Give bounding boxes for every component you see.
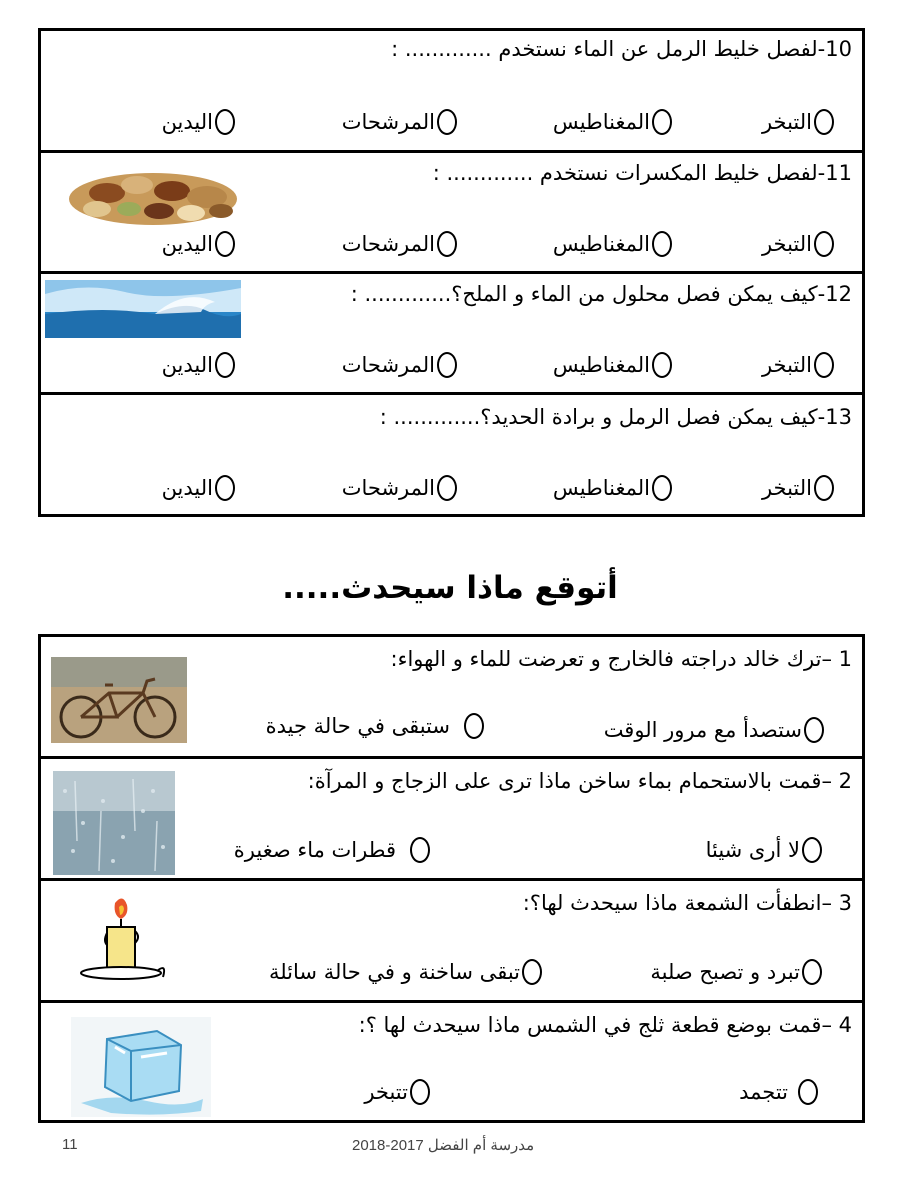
radio-circle[interactable] <box>814 475 834 501</box>
option-hands[interactable]: اليدين <box>162 109 235 135</box>
radio-circle[interactable] <box>652 475 672 501</box>
option-evaporation[interactable]: التبخر <box>762 475 834 501</box>
predict-box-1 <box>38 634 865 759</box>
radio-circle[interactable] <box>814 109 834 135</box>
option-hands[interactable]: اليدين <box>162 475 235 501</box>
option-stay-good[interactable]: ستبقى في حالة جيدة <box>266 713 484 739</box>
option-evaporation[interactable]: التبخر <box>762 109 834 135</box>
page-number: 11 <box>62 1136 78 1153</box>
question-text: 10-لفصل خليط الرمل عن الماء نستخدم ............. : <box>391 37 852 61</box>
radio-circle[interactable] <box>215 475 235 501</box>
radio-circle[interactable] <box>410 1079 430 1105</box>
question-box-10 <box>38 28 865 153</box>
predict-box-4 <box>38 1000 865 1123</box>
option-stay-hot-liquid[interactable]: تبقى ساخنة و في حالة سائلة <box>269 959 542 985</box>
ice-cube-image <box>71 1017 211 1117</box>
option-cool-solid[interactable]: تبرد و تصبح صلبة <box>650 959 822 985</box>
radio-circle[interactable] <box>804 717 824 743</box>
question-text: 11-لفصل خليط المكسرات نستخدم ............. : <box>432 161 852 185</box>
question-text: 3 –انطفأت الشمعة ماذا سيحدث لها؟: <box>522 891 852 915</box>
school-footer: مدرسة أم الفضل 2017-2018 <box>352 1137 535 1154</box>
radio-circle[interactable] <box>522 959 542 985</box>
radio-circle[interactable] <box>652 352 672 378</box>
option-filters[interactable]: المرشحات <box>342 475 457 501</box>
radio-circle[interactable] <box>437 475 457 501</box>
option-filters[interactable]: المرشحات <box>342 109 457 135</box>
question-box-12 <box>38 271 865 395</box>
candle-image <box>75 893 167 985</box>
question-box-13 <box>38 392 865 517</box>
option-hands[interactable]: اليدين <box>162 352 235 378</box>
nuts-image <box>67 163 239 227</box>
question-box-11 <box>38 150 865 274</box>
radio-circle[interactable] <box>652 109 672 135</box>
rusty-bicycle-image <box>51 657 187 743</box>
sea-wave-image <box>45 280 241 338</box>
radio-circle[interactable] <box>814 231 834 257</box>
option-magnets[interactable]: المغناطيس <box>553 352 672 378</box>
option-evaporate[interactable]: تتبخر <box>364 1079 430 1105</box>
radio-circle[interactable] <box>652 231 672 257</box>
radio-circle[interactable] <box>437 352 457 378</box>
foggy-glass-image <box>53 771 175 875</box>
option-hands[interactable]: اليدين <box>162 231 235 257</box>
radio-circle[interactable] <box>464 713 484 739</box>
option-evaporation[interactable]: التبخر <box>762 352 834 378</box>
section-heading: أتوقع ماذا سيحدث..... <box>282 570 618 606</box>
option-magnets[interactable]: المغناطيس <box>553 109 672 135</box>
question-text: 13-كيف يمكن فصل الرمل و برادة الحديد؟............. : <box>379 405 852 429</box>
question-text: 2 –قمت بالاستحمام بماء ساخن ماذا ترى على الزجاج و المرآة: <box>307 769 852 793</box>
option-will-rust[interactable]: ستصدأ مع مرور الوقت <box>604 717 824 743</box>
radio-circle[interactable] <box>437 109 457 135</box>
option-freeze[interactable]: تتجمد <box>739 1079 818 1105</box>
radio-circle[interactable] <box>814 352 834 378</box>
option-filters[interactable]: المرشحات <box>342 231 457 257</box>
radio-circle[interactable] <box>215 231 235 257</box>
option-magnets[interactable]: المغناطيس <box>553 231 672 257</box>
question-text: 12-كيف يمكن فصل محلول من الماء و الملح؟............. : <box>350 282 852 306</box>
option-magnets[interactable]: المغناطيس <box>553 475 672 501</box>
radio-circle[interactable] <box>437 231 457 257</box>
radio-circle[interactable] <box>215 352 235 378</box>
option-see-nothing[interactable]: لا أرى شيئا <box>706 837 822 863</box>
option-filters[interactable]: المرشحات <box>342 352 457 378</box>
question-text: 4 –قمت بوضع قطعة ثلج في الشمس ماذا سيحدث لها ؟: <box>358 1013 852 1037</box>
radio-circle[interactable] <box>802 837 822 863</box>
predict-box-3 <box>38 878 865 1003</box>
question-text: 1 –ترك خالد دراجته فالخارج و تعرضت للماء و الهواء: <box>390 647 852 671</box>
option-water-drops[interactable]: قطرات ماء صغيرة <box>234 837 430 863</box>
predict-box-2 <box>38 756 865 881</box>
option-evaporation[interactable]: التبخر <box>762 231 834 257</box>
radio-circle[interactable] <box>410 837 430 863</box>
radio-circle[interactable] <box>215 109 235 135</box>
radio-circle[interactable] <box>798 1079 818 1105</box>
radio-circle[interactable] <box>802 959 822 985</box>
